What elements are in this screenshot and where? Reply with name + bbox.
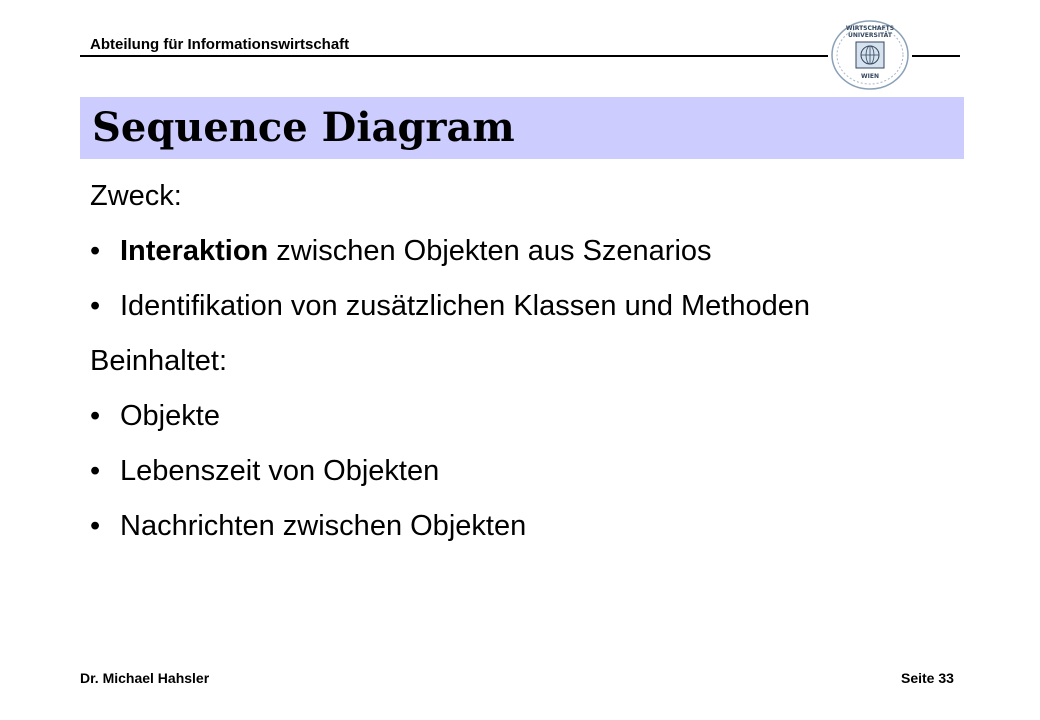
section-heading-beinhaltet: Beinhaltet:	[90, 345, 228, 377]
section-heading-zweck: Zweck:	[90, 180, 182, 212]
bullet-text: Lebenszeit von Objekten	[120, 455, 440, 487]
bullet-dot: •	[90, 455, 101, 487]
bullet-item	[90, 453, 950, 489]
svg-text:WIEN: WIEN	[861, 73, 879, 80]
bullet-bold-text: Interaktion	[120, 235, 269, 267]
bullet-item	[90, 508, 950, 544]
department-label: Abteilung für Informationswirtschaft	[90, 36, 350, 53]
slide-title: Sequence Diagram	[92, 104, 515, 151]
bullet-text: Identifikation von zusätzlichen Klassen und Methoden	[120, 290, 810, 322]
footer-page-number: Seite 33	[901, 670, 954, 686]
title-bar	[80, 97, 964, 159]
header-rule-right	[912, 55, 960, 57]
bullet-text: Objekte	[120, 400, 220, 432]
bullet-text: zwischen Objekten aus Szenarios	[268, 235, 712, 267]
footer-author: Dr. Michael Hahsler	[80, 670, 210, 686]
header-rule	[80, 55, 828, 57]
bullet-dot: •	[90, 400, 101, 432]
university-logo	[828, 18, 912, 92]
university-seal-icon	[828, 18, 912, 92]
bullet-item	[90, 288, 950, 324]
svg-text:WIRTSCHAFTS: WIRTSCHAFTS	[845, 25, 895, 32]
svg-text:UNIVERSITÄT: UNIVERSITÄT	[848, 32, 892, 39]
bullet-dot: •	[90, 235, 101, 267]
bullet-text: Nachrichten zwischen Objekten	[120, 510, 527, 542]
slide-content	[90, 178, 950, 563]
bullet-dot: •	[90, 290, 101, 322]
bullet-item	[90, 233, 950, 269]
bullet-dot: •	[90, 510, 101, 542]
bullet-item	[90, 398, 950, 434]
